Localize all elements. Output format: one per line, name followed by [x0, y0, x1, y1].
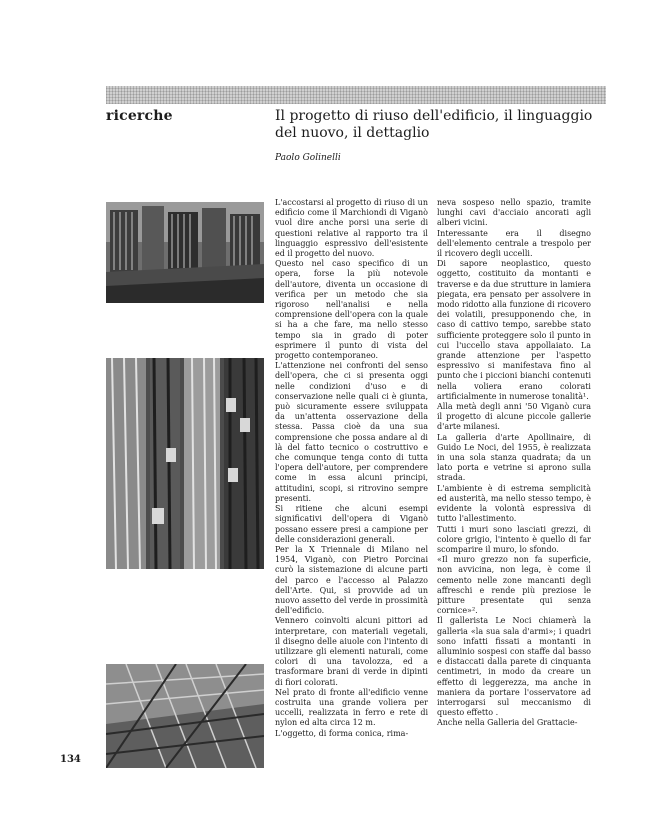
paragraph: Vennero coinvolti alcuni pittori ad interpretare, con materiali vegetali, il disegno delle aiuole con l'intento di utilizzare gli elementi naturali, come colori di una tavolozza, ed a trasformare brani di verde in dipinti di fiori colorati. [275, 616, 428, 687]
paragraph: Tutti i muri sono lasciati grezzi, di colore grigio, l'intento è quello di far scomparire il muro, lo sfondo. [437, 524, 591, 554]
paragraph: «Il muro grezzo non fa superficie, non avvicina, non lega, è come il cemento nelle zone mancanti degli affreschi e rende più preziose le pitture presentate qui senza cornice»². [437, 555, 591, 616]
paragraph: Per la X Triennale di Milano nel 1954, Viganò, con Pietro Porcinai curò la sistemazione di alcune parti del parco e l'accesso al Palazzo dell'Arte. Qui, si provvide ad un nuovo assetto del verde in prossimità dell'edificio. [275, 544, 428, 616]
paragraph: Interessante era il disegno dell'elemento centrale a trespolo per il ricovero degli uccelli. [437, 228, 591, 259]
paragraph: L'accostarsi al progetto di riuso di un edificio come il Marchiondi di Viganò vuol dire anche porsi una serie di questioni relative al rapporto tra il linguaggio espressivo dell'esistente ed il progetto del nuovo. [275, 198, 428, 259]
author-byline: Paolo Golinelli [275, 153, 341, 163]
paragraph: L'ambiente è di estrema semplicità ed austerità, ma nello stesso tempo, è evidente la volontà espressiva di tutto l'allestimento. [437, 483, 592, 524]
paragraph: neva sospeso nello spazio, tramite lunghi cavi d'acciaio ancorati agli alberi vicini. [437, 198, 591, 228]
paragraph: Di sapore neoplastico, questo oggetto, costituito da montanti e traverse e da due strutture in lamiera piegata, era pensato per assolvere in modo ridotto alla funzione di ricovero dei volatili, presupponendo che, in caso di cattivo tempo, sarebbe stato sufficiente proteggere solo il punto in cui l'uccello stava appollaiato. La grande attenzione per l'aspetto espressivo si manifestava fino al punto che i piccioni bianchi contenuti nella voliera erano colorati artificialmente in numerose tonalità¹. [437, 259, 591, 401]
section-label: ricerche [106, 108, 173, 124]
paragraph: Si ritiene che alcuni esempi significativi dell'opera di Viganò possano essere presi a campione per delle considerazioni generali. [275, 504, 428, 544]
text-column-1 [275, 198, 428, 739]
paragraph: La galleria d'arte Apollinaire, di Guido Le Noci, del 1955, è realizzata in una sola stanza quadrata; da un lato porta e vetrine si aprono sulla strada. [437, 432, 591, 483]
text-column-2 [437, 198, 591, 729]
paragraph: Nel prato di fronte all'edificio venne costruita una grande voliera per uccelli, realizzata in ferro e rete di nylon ed alta circa 12 m. [275, 687, 428, 728]
paragraph: Questo nel caso specifico di un opera, forse la più notevole dell'autore, diventa un occasione di verifica per un metodo che sia rigoroso nell'analisi e nella comprensione dell'opera con la quale si ha a che fare, ma nello stesso tempo sia in grado di poter esprimere il punto di vista del progetto contemporaneo. [275, 259, 428, 361]
header-halftone-bar [106, 86, 606, 104]
page-number: 134 [60, 754, 81, 765]
paragraph: L'oggetto, di forma conica, rima- [275, 728, 409, 738]
paragraph: Alla metà degli anni '50 Viganò cura il progetto di alcune piccole gallerie d'arte milanesi. [437, 402, 591, 432]
paragraph: Anche nella Galleria del Grattacie- [437, 718, 578, 728]
paragraph: L'attenzione nei confronti del senso dell'opera, che ci si presenta oggi nelle condizioni d'uso e di conservazione nelle quali ci è giunta, può sicuramente essere sviluppata da un'attenta osservazione della stessa. Passa cioè da una sua comprensione che possa andare al di là del fatto tecnico o costruttivo e che comunque tenga conto di tutta l'opera dell'autore, per comprendere come in essa alcuni principi, attitudini, scopi, si ritrovino sempre presenti. [275, 361, 428, 503]
building-photo-1 [106, 202, 264, 303]
paragraph: Il gallerista Le Noci chiamerà la galleria «la sua sala d'armi»; i quadri sono infatti fissati a montanti in alluminio sospesi con staffe dal basso e distaccati dalla parete di cinquanta centimetri, in modo da creare un effetto di leggerezza, ma anche in maniera da portare l'osservatore ad interrogarsi sul meccanismo di questo effetto . [437, 616, 591, 718]
interior-photo-3 [106, 664, 264, 768]
building-photo-2 [106, 358, 264, 569]
article-title: Il progetto di riuso dell'edificio, il linguaggio del nuovo, il dettaglio [275, 108, 593, 141]
